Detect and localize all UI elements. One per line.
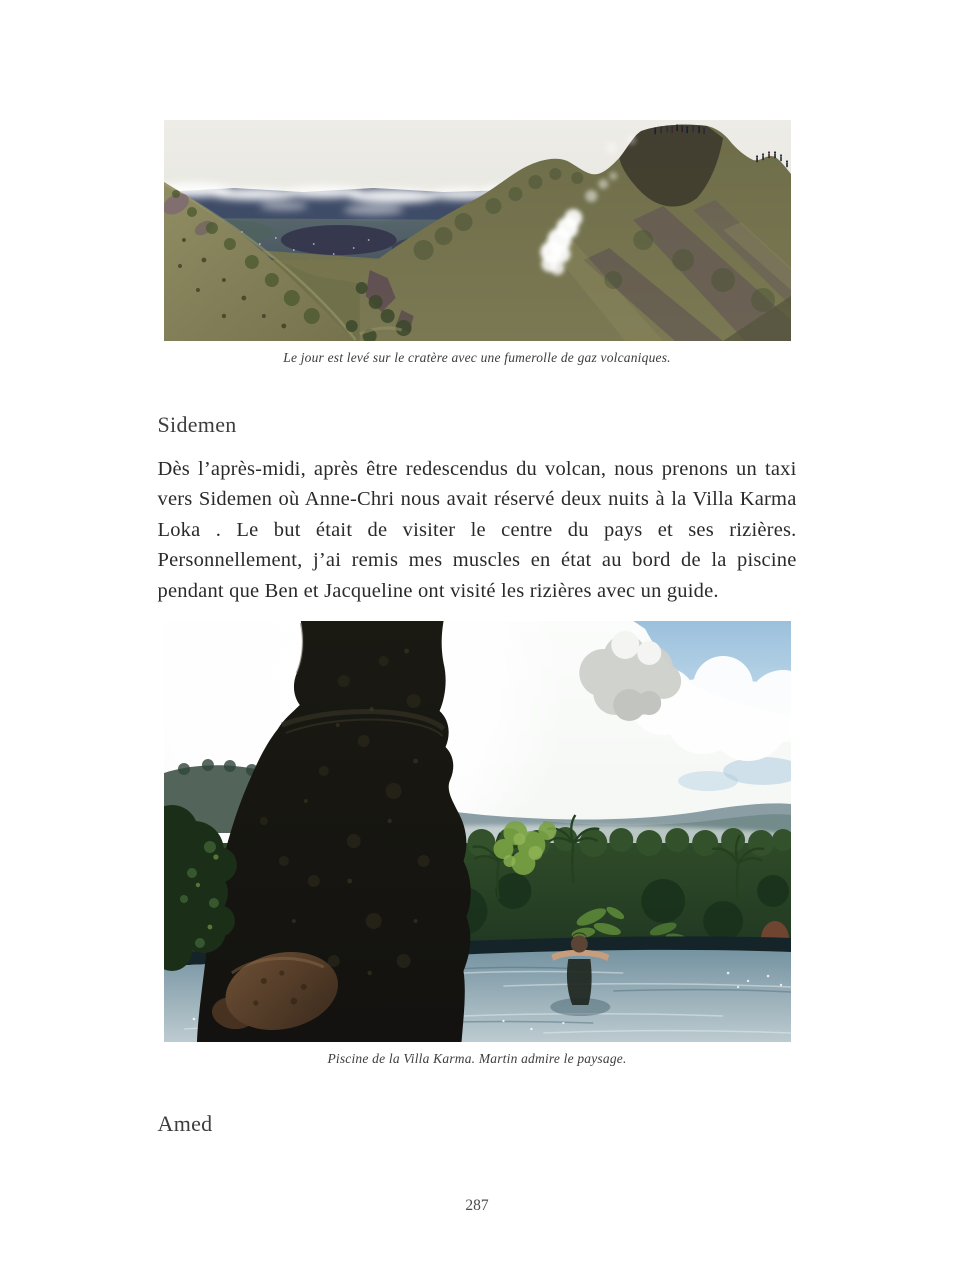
photo-villa-pool xyxy=(164,621,791,1042)
page-number: 287 xyxy=(465,1197,489,1215)
section-heading-sidemen: Sidemen xyxy=(157,412,237,437)
volcano-crater-illustration xyxy=(164,120,791,341)
villa-pool-illustration xyxy=(164,621,791,1042)
document-page xyxy=(158,0,797,1215)
figure-volcano-caption: Le jour est levé sur le cratère avec une fumerolle de gaz volcaniques. xyxy=(283,350,671,365)
figure-pool-caption: Piscine de la Villa Karma. Martin admire le paysage. xyxy=(327,1051,627,1067)
photo-volcano-crater xyxy=(164,120,791,341)
section-heading-amed: Amed xyxy=(157,1111,213,1137)
paragraph-sidemen: Dès l’après-midi, après être redescendus du volcan, nous prenons un taxi vers Sidemen où Anne-Chri nous avait réservé deux nuits à la Villa Karma Loka . Le but était de visiter le centre du pays et ses rizières. Personnellement, j’ai remis mes muscles en état au bord de la piscine pendant que Ben et Jacqueline ont visité les rizières avec un guide. xyxy=(157,458,797,602)
figure-volcano xyxy=(158,120,797,367)
figure-pool xyxy=(158,621,797,1068)
